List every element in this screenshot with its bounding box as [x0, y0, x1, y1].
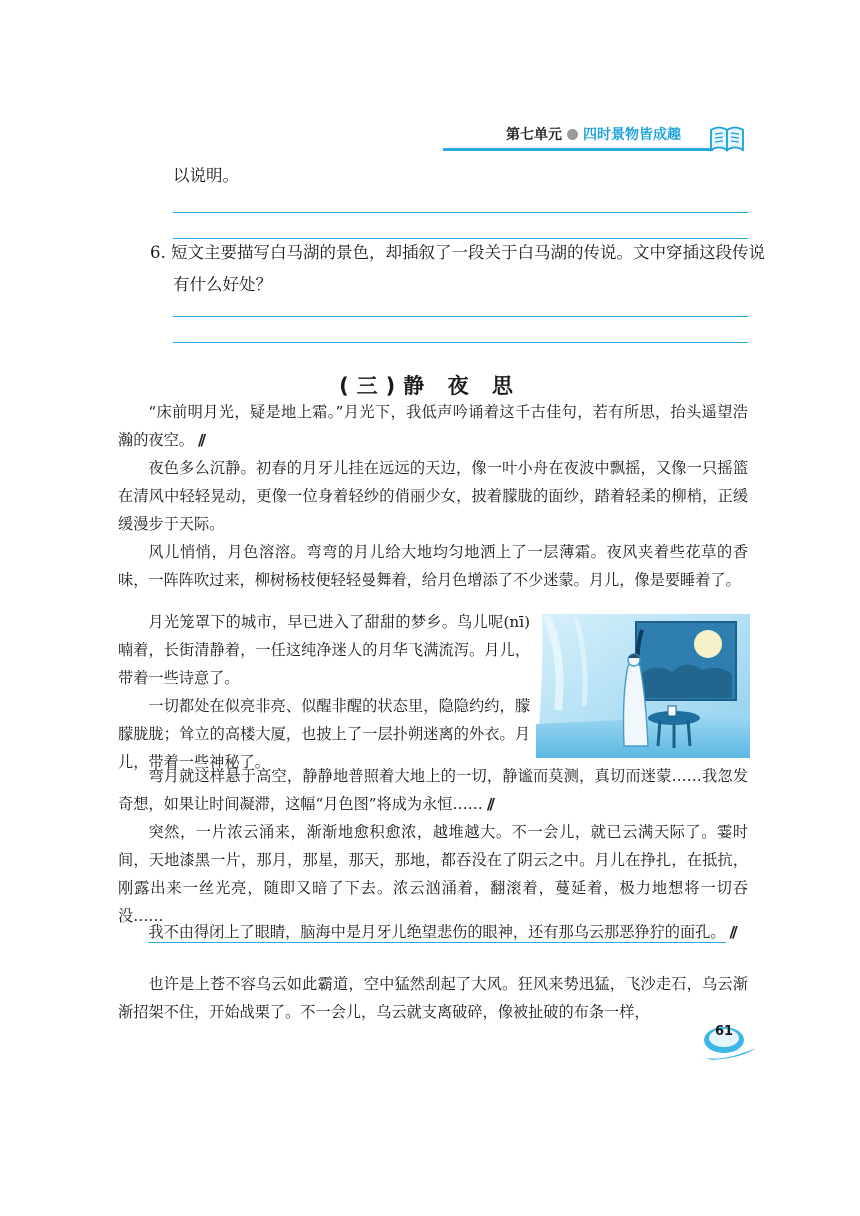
question-continuation: 以说明。 [173, 166, 239, 185]
unit-subtitle: 四时景物皆成趣 [583, 127, 681, 143]
answer-line[interactable] [173, 316, 748, 317]
underlined-paragraph [118, 918, 748, 946]
section-marker: // [729, 923, 735, 941]
paragraph: 一切都处在似亮非亮、似醒非醒的状态里，隐隐约约，朦朦胧胧；耸立的高楼大厦，也披上了一层扑朔迷离的外衣。月儿，带着一些神秘了。 [118, 697, 530, 771]
paragraph: 夜色多么沉静。初春的月牙儿挂在远远的天边，像一叶小舟在夜波中飘摇，又像一只摇篮在清风中轻轻晃动，更像一位身着轻纱的俏丽少女，披着朦胧的面纱，踏着轻柔的柳梢，正缓缓漫步于天际。 [118, 459, 748, 533]
paragraph: 也许是上苍不容乌云如此霸道，空中猛然刮起了大风。狂风来势迅猛，飞沙走石，乌云渐渐招架不住，开始战栗了。不一会儿，乌云就支离破碎，像被扯破的布条一样， [118, 975, 748, 1021]
header-rule [443, 148, 713, 151]
section-marker: // [197, 431, 204, 449]
paragraph [118, 762, 748, 818]
paragraph: 月光笼罩下的城市，早已进入了甜甜的梦乡。鸟儿呢(nī)喃着，长街清静着，一任这纯净迷人的月华飞满流泻。月儿，带着一些诗意了。 [118, 613, 530, 687]
unit-label: 第七单元 [506, 127, 562, 143]
page-number: 61 [714, 1024, 734, 1039]
bullet-dot-icon [567, 129, 578, 140]
paragraph-text: 弯月就这样悬于高空，静静地普照着大地上的一切，静谧而莫测，真切而迷蒙……我忽发奇想，如果让时间凝滞，这幅“月色图”将成为永恒…… [118, 767, 748, 813]
article-title: (三)静 夜 思 [339, 374, 521, 398]
section-marker: // [486, 795, 492, 813]
paragraph [118, 398, 748, 454]
question-6: 6. 短文主要描写白马湖的景色，却插叙了一段关于白马湖的传说。文中穿插这段传说有什么好处？ [150, 243, 765, 294]
answer-line[interactable] [173, 342, 748, 343]
paragraph-text: “床前明月光，疑是地上霜。”月光下，我低声吟诵着这千古佳句，若有所思，抬头遥望浩瀚的夜空。 [118, 403, 748, 449]
unit-header [506, 124, 681, 144]
open-book-icon [709, 124, 745, 152]
paragraph: 风儿悄悄，月色溶溶。弯弯的月儿给大地均匀地洒上了一层薄霜。夜风夹着些花草的香味，一阵阵吹过来，柳树杨枝便轻轻曼舞着，给月色增添了不少迷蒙。月儿，像是要睡着了。 [118, 543, 748, 589]
moonlit-room-illustration [536, 614, 750, 758]
answer-line[interactable] [173, 212, 748, 213]
paragraph: 突然，一片浓云涌来，渐渐地愈积愈浓，越堆越大。不一会儿，就已云满天际了。霎时间，天地漆黑一片，那月，那星，那天，那地，都吞没在了阴云之中。月儿在挣扎，在抵抗，刚露出来一丝光亮，随即又暗了下去。浓云汹涌着，翻滚着，蔓延着，极力地想将一切吞没…… [118, 823, 748, 925]
underlined-sentence: 我不由得闭上了眼睛，脑海中是月牙儿绝望悲伤的眼神，还有那乌云那恶狰狞的面孔。 [148, 923, 726, 941]
